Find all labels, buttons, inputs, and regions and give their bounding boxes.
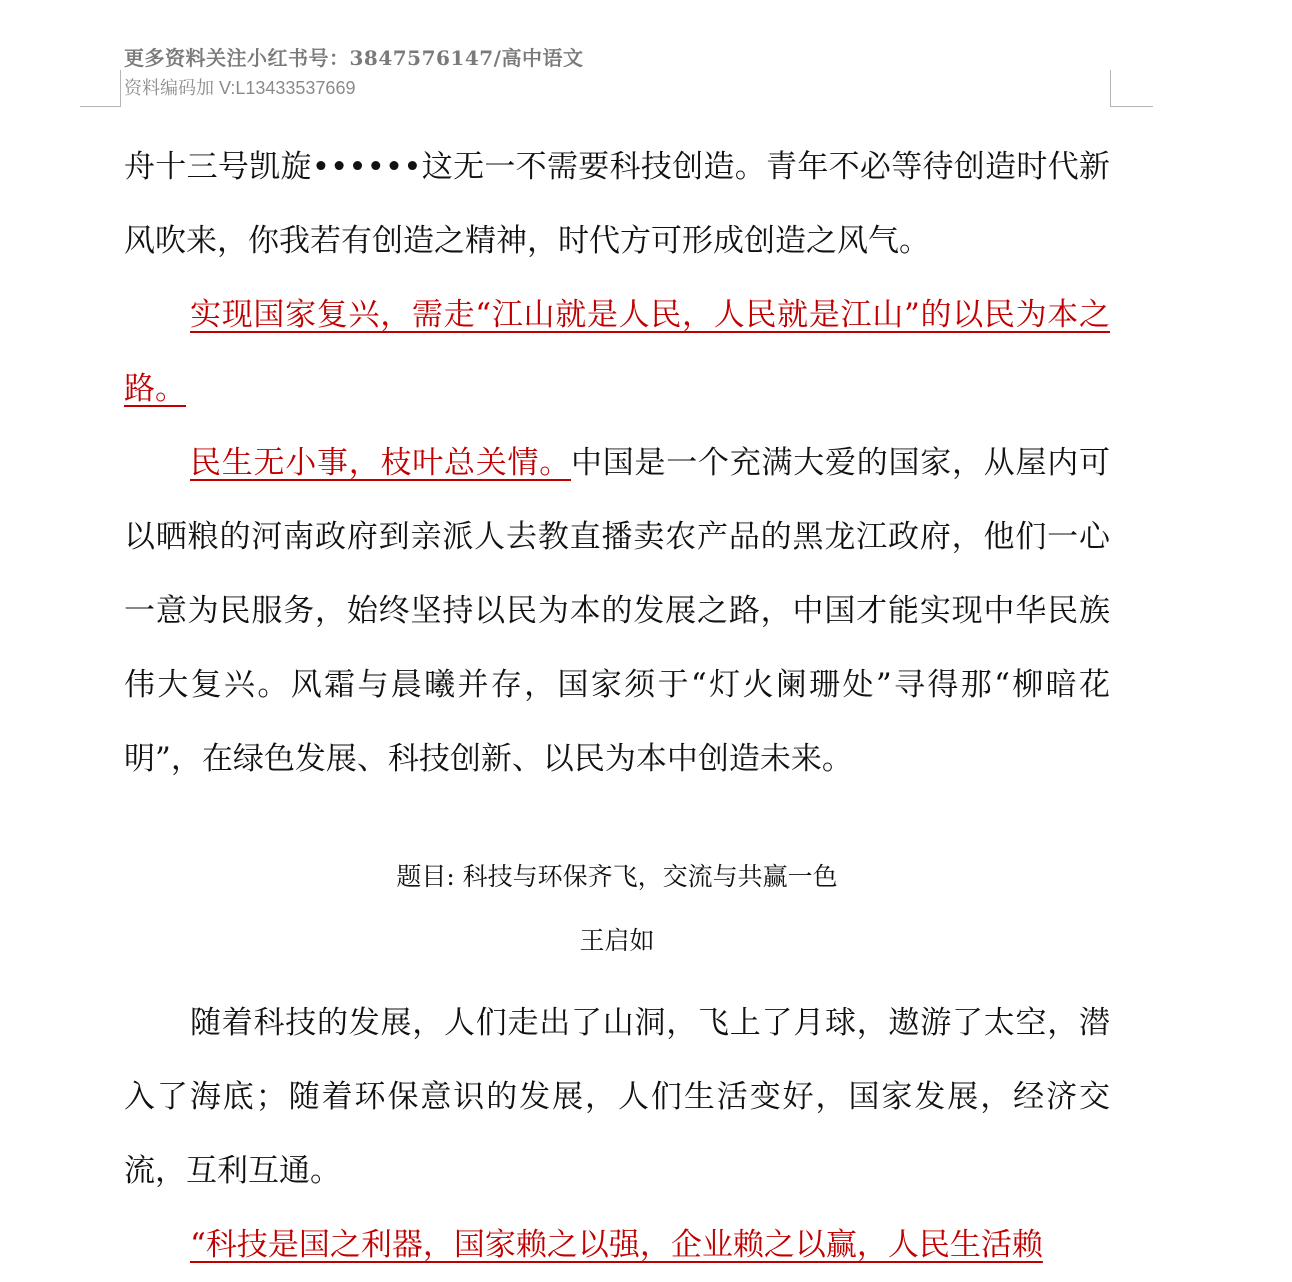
header-watermark-line-2: 资料编码加 V:L13433537669 — [124, 78, 356, 98]
highlighted-thesis: 实现国家复兴，需走“江山就是人民，人民就是江山”的以民为本之路。 — [124, 297, 1110, 407]
paragraph-essay2-1: 随着科技的发展，人们走出了山洞，飞上了月球，遨游了太空，潜入了海底；随着环保意识的发展，人们生活变好，国家发展，经济交流，互利互通。 — [124, 1005, 1110, 1189]
paragraph-essay1-2 — [124, 278, 1110, 426]
paragraph-body-text: 中国是一个充满大爱的国家，从屋内可以晒粮的河南政府到亲派人去教直播卖农产品的黑龙江政府，他们一心一意为民服务，始终坚持以民为本的发展之路，中国才能实现中华民族伟大复兴。风霜与晨曦并存，国家须于“灯火阑珊处”寻得那“柳暗花明”，在绿色发展、科技创新、以民为本中创造未来。 — [124, 445, 1110, 777]
paragraph-essay2-2 — [124, 1208, 1110, 1282]
page-corner-mark-right — [1110, 70, 1153, 107]
paragraph-essay1-3 — [124, 426, 1110, 796]
document-page — [124, 130, 1110, 1282]
paragraph-essay1-1: 舟十三号凯旋••••••这无一不需要科技创造。青年不必等待创造时代新风吹来，你我若有创造之精神，时代方可形成创造之风气。 — [124, 149, 1110, 259]
highlighted-topic-sentence: 民生无小事，枝叶总关情。 — [190, 445, 571, 481]
essay-title: 题目: 科技与环保齐飞，交流与共赢一色 — [396, 862, 838, 891]
header-watermark-line-1: 更多资料关注小红书号：3847576147/高中语文 — [124, 46, 584, 70]
essay-author: 王启如 — [579, 926, 655, 955]
page-corner-mark-left — [80, 70, 121, 107]
highlighted-quote: “科技是国之利器，国家赖之以强，企业赖之以赢，人民生活赖 — [190, 1227, 1043, 1263]
